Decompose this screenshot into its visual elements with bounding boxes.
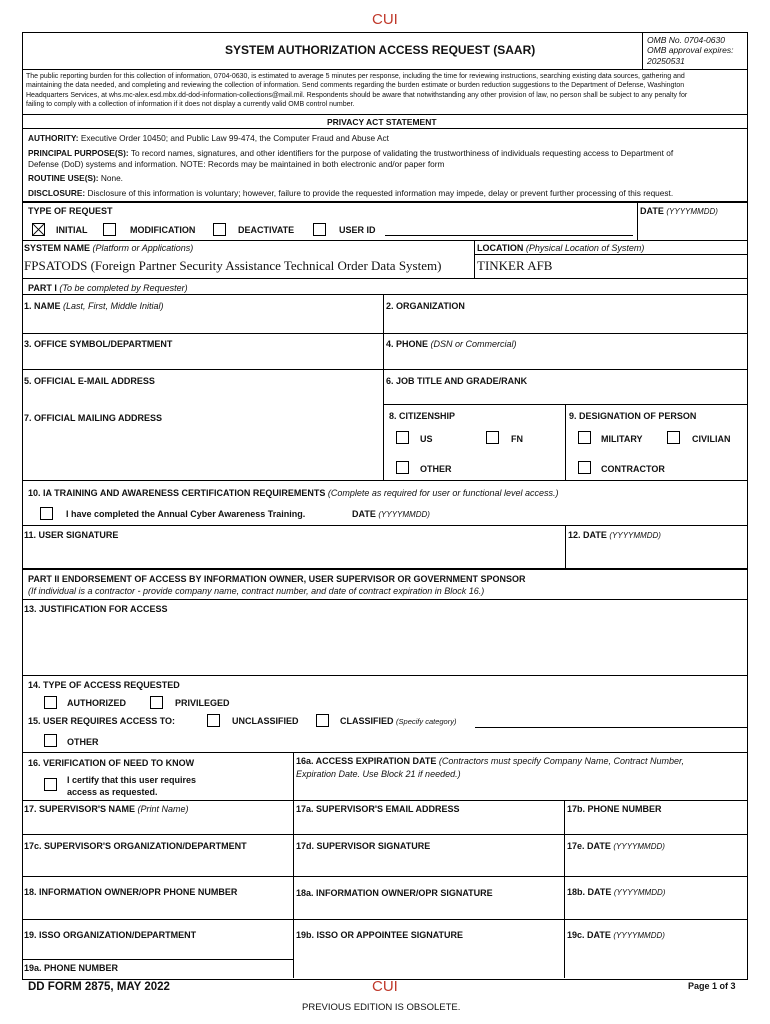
part1-label: PART I <box>28 283 57 293</box>
classified-checkbox[interactable] <box>316 714 329 727</box>
purpose-label: PRINCIPAL PURPOSE(S): <box>28 148 129 158</box>
authorized-checkbox[interactable] <box>44 696 57 709</box>
field-17b-phone[interactable]: 17b. PHONE NUMBER <box>567 804 662 814</box>
military-checkbox[interactable] <box>578 431 591 444</box>
field-13-justification[interactable]: 13. JUSTIFICATION FOR ACCESS <box>24 604 168 614</box>
need-to-know-line-2: access as requested. <box>67 787 158 797</box>
classified-label <box>340 716 456 726</box>
field-10-training <box>28 488 558 498</box>
field-8-citizenship: 8. CITIZENSHIP <box>389 411 456 421</box>
military-label: MILITARY <box>601 434 643 444</box>
part2-hint: (If individual is a contractor - provide company name, contract number, and date of contract expiration in Block 16.) <box>28 586 485 596</box>
unclassified-label: UNCLASSIFIED <box>232 716 299 726</box>
us-checkbox[interactable] <box>396 431 409 444</box>
burden-line: maintaining the data needed, and completing and reviewing the collection of information. Send comments regarding the burden estimate or burden reduction suggestions to the Department of Defense, Washington <box>26 82 685 90</box>
field-19a-phone[interactable]: 19a. PHONE NUMBER <box>24 963 119 973</box>
purpose-text: To record names, signatures, and other identifiers for the purpose of validating the trustworthiness of individuals requesting access to Department of <box>130 148 674 158</box>
f4-label: 4. PHONE <box>386 339 429 349</box>
deactivate-label: DEACTIVATE <box>238 225 295 235</box>
burden-line: The public reporting burden for this collection of information, 0704-0630, is estimated to average 5 minutes per response, including the time for reviewing instructions, searching existing data sources, gathering and <box>26 73 685 80</box>
field-16-verification: 16. VERIFICATION OF NEED TO KNOW <box>28 758 195 768</box>
purpose-text-2: Defense (DoD) systems and information. NOTE: Records may be maintained in both electronic and/or paper form <box>28 159 445 169</box>
f16a-label: 16a. ACCESS EXPIRATION DATE <box>296 756 437 766</box>
contractor-label: CONTRACTOR <box>601 464 665 474</box>
f17-hint: (Print Name) <box>137 804 189 814</box>
classified-category-field[interactable] <box>475 727 747 728</box>
part1-header <box>28 283 188 293</box>
system-name-label <box>24 243 193 253</box>
f1-hint: (Last, First, Middle Initial) <box>63 301 164 311</box>
cui-marking-bottom: CUI <box>372 978 398 995</box>
initial-checkbox[interactable] <box>32 223 45 236</box>
f17e-label: 17e. DATE <box>567 841 611 851</box>
part1-hint: (To be completed by Requester) <box>59 283 188 293</box>
classified-hint: (Specify category) <box>396 717 457 726</box>
f17-label: 17. SUPERVISOR'S NAME <box>24 804 136 814</box>
routine-label: ROUTINE USE(S): <box>28 173 99 183</box>
location-label-text: LOCATION <box>477 243 524 253</box>
disclosure-text: Disclosure of this information is voluntary; however, failure to provide the requested information may impede, delay or prevent further processing of this request. <box>87 188 674 198</box>
field-17-supervisor-name[interactable] <box>24 804 189 814</box>
f19c-hint: (YYYYMMDD) <box>613 931 665 940</box>
system-name-value[interactable]: FPSATODS (Foreign Partner Security Assistance Technical Order Data System) <box>24 258 442 273</box>
f4-hint: (DSN or Commercial) <box>430 339 517 349</box>
other-citizenship-checkbox[interactable] <box>396 461 409 474</box>
location-label <box>477 243 644 253</box>
training-date-hint: (YYYYMMDD) <box>378 510 430 519</box>
field-14-access-type: 14. TYPE OF ACCESS REQUESTED <box>28 680 180 690</box>
disclosure-label: DISCLOSURE: <box>28 188 86 198</box>
f16a-hint-2: Expiration Date. Use Block 21 if needed.) <box>296 769 461 779</box>
page-number: Page 1 of 3 <box>688 981 736 991</box>
omb-number: OMB No. 0704-0630 <box>647 35 725 45</box>
privacy-disclosure <box>28 188 673 198</box>
field-15-access-to: 15. USER REQUIRES ACCESS TO: <box>28 716 176 726</box>
burden-line: Headquarters Services, at whs.mc-alex.esd.mbx.dd-dod-information-collections@mail.mil. Respondents should be aware that notwithstanding any other provision of law, no person shall be subject to any penalty for <box>26 91 688 99</box>
privacy-heading: PRIVACY ACT STATEMENT <box>327 117 437 127</box>
user-id-field[interactable] <box>385 235 633 236</box>
classified-text: CLASSIFIED <box>340 716 394 726</box>
field-12-date[interactable] <box>568 530 661 540</box>
us-label: US <box>420 434 433 444</box>
location-value[interactable]: TINKER AFB <box>477 258 553 273</box>
authority-label: AUTHORITY: <box>28 133 79 143</box>
field-19b-isso-signature[interactable]: 19b. ISSO OR APPOINTEE SIGNATURE <box>296 930 464 940</box>
user-id-label: USER ID <box>339 225 376 235</box>
part2-header: PART II ENDORSEMENT OF ACCESS BY INFORMATION OWNER, USER SUPERVISOR OR GOVERNMENT SPONSOR <box>28 574 526 584</box>
privacy-purpose <box>28 148 673 158</box>
civilian-checkbox[interactable] <box>667 431 680 444</box>
field-16a-expiration[interactable] <box>296 756 684 766</box>
authorized-label: AUTHORIZED <box>67 698 126 708</box>
date-label: DATE <box>640 206 664 216</box>
system-hint: (Platform or Applications) <box>92 243 194 253</box>
other-citizenship-label: OTHER <box>420 464 452 474</box>
field-18a-owner-signature[interactable]: 18a. INFORMATION OWNER/OPR SIGNATURE <box>296 888 493 898</box>
modification-label: MODIFICATION <box>130 225 196 235</box>
request-date-label <box>640 206 718 216</box>
f16a-hint-1: (Contractors must specify Company Name, Contract Number, <box>438 756 684 766</box>
f18b-hint: (YYYYMMDD) <box>613 888 666 897</box>
field-19c-date[interactable] <box>567 930 665 940</box>
unclassified-checkbox[interactable] <box>207 714 220 727</box>
location-hint: (Physical Location of System) <box>525 243 645 253</box>
burden-statement <box>26 72 746 109</box>
privileged-checkbox[interactable] <box>150 696 163 709</box>
omb-expires-date: 20250531 <box>647 56 685 66</box>
training-date[interactable] <box>352 509 430 519</box>
civilian-label: CIVILIAN <box>692 434 731 444</box>
user-id-checkbox[interactable] <box>313 223 326 236</box>
omb-expires-label: OMB approval expires: <box>647 45 734 55</box>
contractor-checkbox[interactable] <box>578 461 591 474</box>
training-statement: I have completed the Annual Cyber Awareness Training. <box>66 509 306 519</box>
field-19-isso-org[interactable]: 19. ISSO ORGANIZATION/DEPARTMENT <box>24 930 197 940</box>
f10-label: 10. IA TRAINING AND AWARENESS CERTIFICATION REQUIREMENTS <box>28 488 326 498</box>
need-to-know-checkbox[interactable] <box>44 778 57 791</box>
cui-marking-top: CUI <box>372 11 398 28</box>
f18b-label: 18b. DATE <box>567 887 612 897</box>
form-title: SYSTEM AUTHORIZATION ACCESS REQUEST (SAAR) <box>225 43 536 57</box>
field-3-office[interactable]: 3. OFFICE SYMBOL/DEPARTMENT <box>24 339 173 349</box>
initial-label: INITIAL <box>56 225 88 235</box>
obsolete-notice: PREVIOUS EDITION IS OBSOLETE. <box>302 1002 461 1013</box>
field-4-phone[interactable] <box>386 339 517 349</box>
date-hint: (YYYYMMDD) <box>666 207 718 216</box>
field-18-owner-phone[interactable]: 18. INFORMATION OWNER/OPR PHONE NUMBER <box>24 887 238 897</box>
f1-label: 1. NAME <box>24 301 61 311</box>
type-of-request-label: TYPE OF REQUEST <box>28 206 113 216</box>
burden-line: failing to comply with a collection of information if it does not display a currently valid OMB control number. <box>26 100 355 108</box>
privacy-routine <box>28 173 123 183</box>
f17e-hint: (YYYYMMDD) <box>613 842 665 851</box>
field-17c-supervisor-org[interactable]: 17c. SUPERVISOR'S ORGANIZATION/DEPARTMENT <box>24 841 247 851</box>
f12-label: 12. DATE <box>568 530 607 540</box>
f19c-label: 19c. DATE <box>567 930 611 940</box>
field-17d-supervisor-signature[interactable]: 17d. SUPERVISOR SIGNATURE <box>296 841 431 851</box>
privileged-label: PRIVILEGED <box>175 698 230 708</box>
f10-hint: (Complete as required for user or functional level access.) <box>327 488 559 498</box>
field-18b-date[interactable] <box>567 887 665 897</box>
field-5-email[interactable]: 5. OFFICIAL E-MAIL ADDRESS <box>24 376 155 386</box>
field-9-designation: 9. DESIGNATION OF PERSON <box>569 411 697 421</box>
training-checkbox[interactable] <box>40 507 53 520</box>
f12-hint: (YYYYMMDD) <box>609 531 661 540</box>
fn-label: FN <box>511 434 523 444</box>
form-number: DD FORM 2875, MAY 2022 <box>28 981 170 993</box>
training-date-label: DATE <box>352 509 376 519</box>
modification-checkbox[interactable] <box>103 223 116 236</box>
authority-text: Executive Order 10450; and Public Law 99-474, the Computer Fraud and Abuse Act <box>80 133 389 143</box>
field-17a-supervisor-email[interactable]: 17a. SUPERVISOR'S EMAIL ADDRESS <box>296 804 460 814</box>
fn-checkbox[interactable] <box>486 431 499 444</box>
field-7-mailing[interactable]: 7. OFFICIAL MAILING ADDRESS <box>24 413 163 423</box>
field-1-name[interactable] <box>24 301 164 311</box>
routine-text: None. <box>100 173 123 183</box>
deactivate-checkbox[interactable] <box>213 223 226 236</box>
system-label: SYSTEM NAME <box>24 243 91 253</box>
field-2-organization[interactable]: 2. ORGANIZATION <box>386 301 465 311</box>
privacy-authority <box>28 133 389 143</box>
need-to-know-line-1: I certify that this user requires <box>67 775 197 785</box>
field-11-user-signature[interactable]: 11. USER SIGNATURE <box>24 530 119 540</box>
field-17e-date[interactable] <box>567 841 665 851</box>
other-access-label: OTHER <box>67 737 99 747</box>
other-access-checkbox[interactable] <box>44 734 57 747</box>
field-6-job-title[interactable]: 6. JOB TITLE AND GRADE/RANK <box>386 376 528 386</box>
